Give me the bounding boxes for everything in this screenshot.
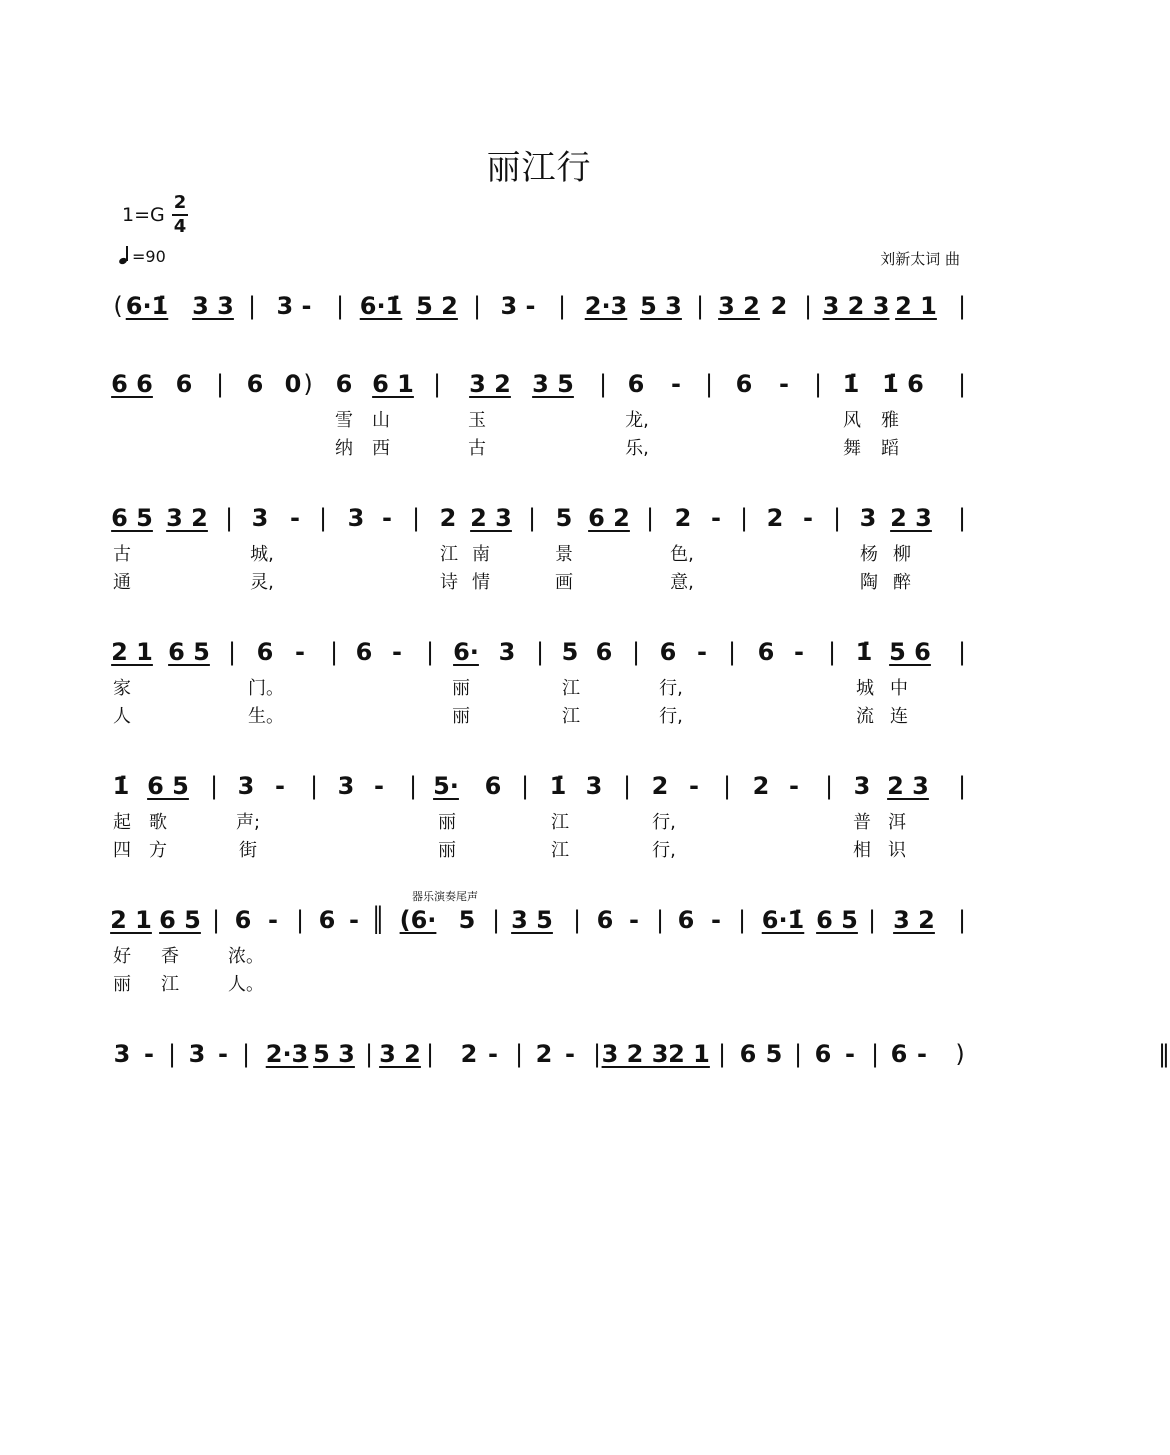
note-group: - [629,906,639,934]
note-group: 6 2 [588,504,630,532]
note-group: 5 6 [889,638,931,666]
barline: | [215,370,225,398]
lyric-syllable: 诗 [440,572,458,593]
barline: | [957,772,967,800]
barline: | [695,292,705,320]
instrumental-ending-label: 器乐演奏尾声 [412,890,478,903]
lyric-syllable: 行, [659,706,683,727]
note-group: 6 5 [111,504,153,532]
note-group: 3 2 [379,1040,421,1068]
note-group: 3 2 3 [822,292,890,320]
barline: | [957,292,967,320]
note-group: - [779,370,789,398]
note-group: 2 3 [890,504,932,532]
lyric-syllable: 丽 [438,812,456,833]
barline: | [803,292,813,320]
note-group: 6 [677,906,695,934]
score-row [0,906,1078,1016]
note-group: 3 [498,638,516,666]
note-group: - [290,504,300,532]
barline: | [520,772,530,800]
note-group: 1̇ [855,638,873,666]
barline: | [622,772,632,800]
time-signature-top: 2 [173,192,187,213]
barline: | [241,1040,251,1068]
note-group: 6 6 [111,370,153,398]
lyric-syllable: 丽 [452,706,470,727]
barline: | [592,1040,602,1068]
barline: | [598,370,608,398]
note-group: 6 [256,638,274,666]
tempo-value: =90 [132,247,166,266]
note-group: 5 [555,504,573,532]
note-group: - [268,906,278,934]
note-group: 3 2 [718,292,760,320]
note-group: 2 [752,772,770,800]
barline: | [227,638,237,666]
barline: | [527,504,537,532]
note-group: 2 [674,504,692,532]
note-group: 2 [439,504,457,532]
lyric-syllable: 相 [853,840,871,861]
note-group: 6 [595,638,613,666]
note-group: 3 [859,504,877,532]
note-group: 2 3 [887,772,929,800]
lyric-syllable: 江 [551,812,569,833]
barline: | [535,638,545,666]
lyric-syllable: 雪 [335,410,353,431]
note-group: - [374,772,384,800]
note-group: 6 5 [159,906,201,934]
note-group: 3 [585,772,603,800]
note-group: 1̇ [549,772,567,800]
lyric-syllable: 灵, [250,572,274,593]
note-group: 3 [188,1040,206,1068]
barline: | [329,638,339,666]
note-group: 6·1̇ [125,292,169,320]
note-group: - [295,638,305,666]
lyric-syllable: 西 [372,438,390,459]
note-group: 3 [347,504,365,532]
lyric-syllable: 香 [161,946,179,967]
barline: | [411,504,421,532]
lyric-syllable: 江 [551,840,569,861]
barline: | [425,638,435,666]
lyric-syllable: 普 [853,812,871,833]
lyric-syllable: 家 [113,678,131,699]
lyric-syllable: 龙, [625,410,649,431]
note-group: 6·1̇ [359,292,403,320]
barline: | [631,638,641,666]
barline: | [425,1040,435,1068]
barline: | [739,504,749,532]
note-group: 2·3 [265,1040,309,1068]
note-group: - [711,504,721,532]
barline: | [832,504,842,532]
note-group: - [697,638,707,666]
composer-credit: 刘新太词 曲 [880,250,960,268]
note-group: 6 [735,370,753,398]
lyric-syllable: 古 [468,438,486,459]
lyric-syllable: 蹈 [881,438,899,459]
lyric-syllable: 古 [113,544,131,565]
note-group: 5 [458,906,476,934]
lyric-syllable: 识 [888,840,906,861]
score-row [0,504,1078,614]
note-group: 6 [627,370,645,398]
note-group: - [349,906,359,934]
note-group: 6 [234,906,252,934]
note-group: 1̇ [842,370,860,398]
note-group: 6 [659,638,677,666]
time-signature [172,193,188,237]
barline: | [704,370,714,398]
note-group: 2·3 [584,292,628,320]
note-group: 3 [251,504,269,532]
lyric-syllable: 起 [113,812,131,833]
barline: | [432,370,442,398]
lyric-syllable: 洱 [888,812,906,833]
lyric-syllable: 纳 [335,438,353,459]
note-group: - [794,638,804,666]
lyric-syllable: 丽 [438,840,456,861]
note-group: 6 [318,906,336,934]
lyric-syllable: 声; [235,812,261,833]
barline: | [813,370,823,398]
lyric-syllable: 柳 [893,544,911,565]
note-group: 2 [770,292,788,320]
note-group: - [382,504,392,532]
note-group: 3 - [500,292,536,320]
barline: | [824,772,834,800]
parenthesis: ) [303,370,313,398]
note-group: - [565,1040,575,1068]
lyric-syllable: 行, [652,812,676,833]
note-group: 5 2 [416,292,458,320]
note-group: 3 [237,772,255,800]
lyric-syllable: 景 [555,544,573,565]
score-row [0,638,1078,748]
note-group: 2 1 [111,638,153,666]
barline: | [364,1040,374,1068]
lyric-syllable: 城, [250,544,274,565]
note-group: 6 [335,370,353,398]
barline: | [957,370,967,398]
barline: ║ [370,906,386,934]
lyric-syllable: 意, [670,572,694,593]
barline: | [727,638,737,666]
note-group: 2 1 [668,1040,710,1068]
lyric-syllable: 门。 [248,678,284,699]
note-group: - [275,772,285,800]
quarter-note-icon [118,246,132,264]
lyric-syllable: 江 [161,974,179,995]
note-group: 6 [355,638,373,666]
note-group: 3 [337,772,355,800]
tempo-marking [118,246,166,266]
note-group: 2 1 [895,292,937,320]
note-group: 2 [766,504,784,532]
note-group: 2 [651,772,669,800]
barline: | [309,772,319,800]
note-group: 3 2 3 [601,1040,669,1068]
note-group: - [917,1040,927,1068]
barline: | [957,504,967,532]
note-group: 3 [113,1040,131,1068]
key-signature: 1=G [122,204,165,226]
note-group: 2 3 [470,504,512,532]
parenthesis: ) [955,1040,965,1068]
note-group: 6 [890,1040,908,1068]
note-group: - [144,1040,154,1068]
note-group: 6 [246,370,264,398]
note-group: 6 1 [372,370,414,398]
barline: | [645,504,655,532]
barline: | [957,638,967,666]
note-group: 5 3 [313,1040,355,1068]
note-group: 1̇ 6 [882,370,924,398]
lyric-syllable: 生。 [248,706,284,727]
note-group: 3 2 [166,504,208,532]
lyric-syllable: 画 [555,572,573,593]
note-group: 6 [484,772,502,800]
barline: | [827,638,837,666]
barline: | [557,292,567,320]
lyric-syllable: 方 [149,840,167,861]
lyric-syllable: 浓。 [228,946,264,967]
lyric-syllable: 雅 [881,410,899,431]
note-group: - [689,772,699,800]
barline: | [211,906,221,934]
note-group: 3 2 [469,370,511,398]
lyric-syllable: 风 [843,410,861,431]
note-group: 6 5 [168,638,210,666]
lyric-syllable: 醉 [893,572,911,593]
note-group: 6 5 [816,906,858,934]
note-group: 3 2 [893,906,935,934]
lyric-syllable: 乐, [625,438,649,459]
time-signature-bottom: 4 [173,216,187,237]
barline: | [491,906,501,934]
barline: | [957,906,967,934]
note-group: 2 [535,1040,553,1068]
lyric-syllable: 山 [372,410,390,431]
lyric-syllable: 陶 [860,572,878,593]
note-group: - [218,1040,228,1068]
note-group: 3 - [276,292,312,320]
lyric-syllable: 中 [890,678,908,699]
lyric-syllable: 好 [113,946,131,967]
barline: ‖ [1158,1040,1170,1068]
barline: | [247,292,257,320]
note-group: 5 [561,638,579,666]
lyric-syllable: 歌 [149,812,167,833]
barline: | [224,504,234,532]
lyric-syllable: 情 [472,572,490,593]
lyric-syllable: 玉 [468,410,486,431]
barline: | [867,906,877,934]
barline: | [722,772,732,800]
lyric-syllable: 江 [562,678,580,699]
barline: | [335,292,345,320]
note-group: 3 [853,772,871,800]
note-group: 6· [453,638,479,666]
lyric-syllable: 行, [659,678,683,699]
note-group: (6· [399,906,437,934]
lyric-syllable: 丽 [452,678,470,699]
lyric-syllable: 色, [670,544,694,565]
note-group: - [671,370,681,398]
note-group: - [392,638,402,666]
barline: | [655,906,665,934]
note-group: 5 [765,1040,783,1068]
lyric-syllable: 杨 [860,544,878,565]
barline: | [514,1040,524,1068]
note-group: 6 5 [147,772,189,800]
lyric-syllable: 行, [652,840,676,861]
note-group: 3 5 [511,906,553,934]
parenthesis: ( [113,292,123,320]
lyric-syllable: 通 [113,572,131,593]
barline: | [737,906,747,934]
barline: | [870,1040,880,1068]
barline: | [295,906,305,934]
note-group: 6·1̇ [761,906,805,934]
barline: | [793,1040,803,1068]
barline: | [717,1040,727,1068]
score-row [0,1040,1170,1150]
note-group: - [711,906,721,934]
lyric-syllable: 南 [472,544,490,565]
note-group: - [789,772,799,800]
note-group: 3 5 [532,370,574,398]
note-group: 6 [739,1040,757,1068]
lyric-syllable: 人 [113,706,131,727]
barline: | [472,292,482,320]
note-group: 2 1 [110,906,152,934]
lyric-syllable: 舞 [843,438,861,459]
lyric-syllable: 流 [856,706,874,727]
song-title: 丽江行 [486,148,592,188]
note-group: - [803,504,813,532]
note-group: 1̇ [112,772,130,800]
score-row [0,772,1078,882]
note-group: 3 3 [192,292,234,320]
lyric-syllable: 人。 [228,974,264,995]
lyric-syllable: 四 [113,840,131,861]
barline: | [318,504,328,532]
note-group: 5· [433,772,459,800]
lyric-syllable: 街 [239,840,257,861]
note-group: 6 [596,906,614,934]
note-group: - [845,1040,855,1068]
lyric-syllable: 连 [890,706,908,727]
barline: | [408,772,418,800]
note-group: 6 [757,638,775,666]
score-row [0,370,1078,480]
note-group: 6 [175,370,193,398]
barline: | [209,772,219,800]
note-group: 6 [814,1040,832,1068]
lyric-syllable: 城 [856,678,874,699]
lyric-syllable: 江 [440,544,458,565]
lyric-syllable: 丽 [113,974,131,995]
note-group: - [488,1040,498,1068]
note-group: 2 [460,1040,478,1068]
note-group: 0 [284,370,302,398]
barline: | [572,906,582,934]
lyric-syllable: 江 [562,706,580,727]
note-group: 5 3 [640,292,682,320]
barline: | [167,1040,177,1068]
